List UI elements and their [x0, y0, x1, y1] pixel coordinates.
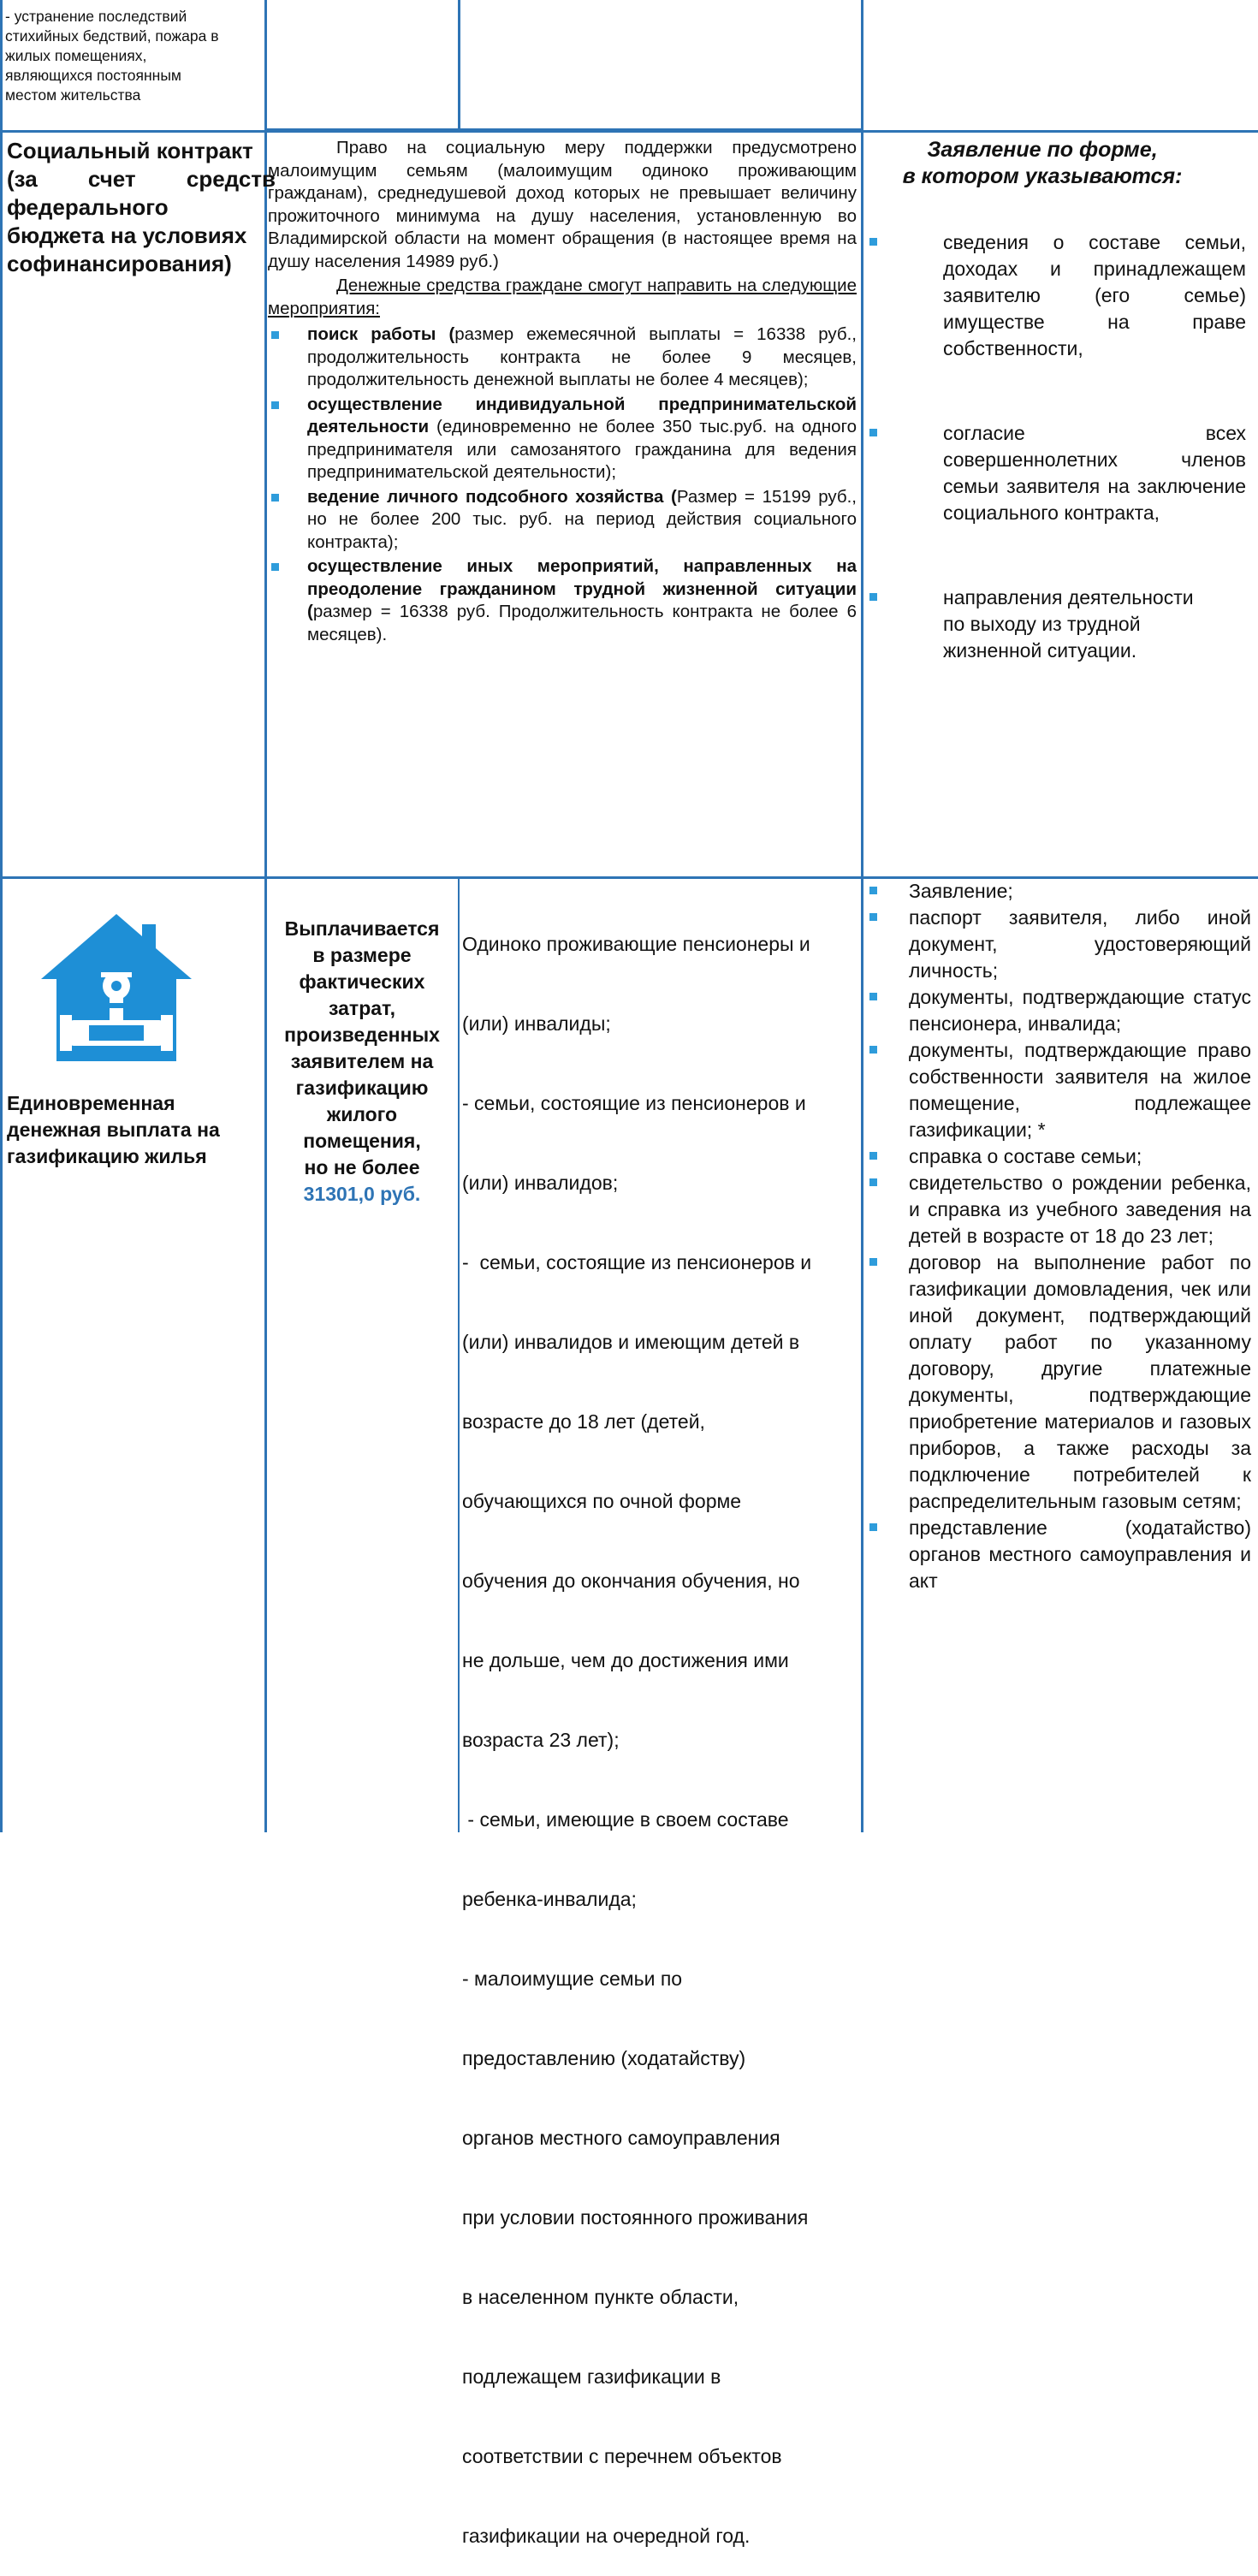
recipient-line: предоставлению (ходатайству): [462, 2047, 746, 2069]
recipient-line: соответствии с перечнем объектов: [462, 2445, 782, 2467]
recipient-line: органов местного самоуправления: [462, 2127, 780, 2149]
list-item: сведения о составе семьи, доходах и принадлежащем заявителю (его семье) имуществе на праве собственности,: [866, 229, 1246, 362]
row3-left: [7, 907, 264, 1215]
title-line: Социальный контракт: [7, 138, 253, 163]
title-line: [7, 165, 276, 193]
row1-line: - устранение последствий: [5, 8, 187, 25]
measure-bold: осуществление иных мероприятий, направленных на преодоление гражданином трудной жизненной ситуации (: [307, 556, 857, 621]
row1-line: стихийных бедствий, пожара в: [5, 27, 219, 45]
row3-recipients: [462, 878, 857, 2547]
list-item: паспорт заявителя, либо иной документ, удостоверяющий личность;: [866, 905, 1251, 984]
row1-line: местом жительства: [5, 86, 141, 104]
house-gas-valve-icon: [36, 907, 197, 1068]
list-item: согласие всех совершеннолетних членов семьи заявителя на заключение социального контракта,: [866, 420, 1246, 526]
row1-cell-1: [5, 7, 262, 130]
recipient-line: газификации на очередной год.: [462, 2525, 751, 2547]
row3-amount: [267, 916, 457, 1205]
measure-text: Размер = 15199 руб., но не более 200 тыс. руб. на период действия социального контракта);: [307, 486, 857, 552]
amount-value: 31301,0 руб.: [303, 1183, 421, 1205]
amount-line: Выплачивается: [284, 917, 440, 940]
title-line: бюджета на условиях: [7, 223, 247, 248]
recipient-line: - семьи, состоящие из пенсионеров и: [462, 1251, 812, 1273]
list-item: [268, 323, 857, 392]
measure-bold: ведение личного подсобного хозяйства (: [307, 486, 677, 507]
row2-title: [7, 137, 276, 308]
amount-line: фактических: [299, 970, 425, 993]
list-item: [268, 555, 857, 646]
recipient-line: (или) инвалиды;: [462, 1012, 611, 1035]
amount-line: произведенных: [284, 1024, 440, 1046]
row1-line: являющихся постоянным: [5, 67, 181, 84]
list-item: справка о составе семьи;: [866, 1143, 1251, 1170]
docs-heading: в котором указываются:: [902, 164, 1183, 188]
table-border-mid: [264, 128, 863, 131]
amount-line: но не более: [304, 1156, 420, 1178]
title-line: Единовременная: [7, 1092, 175, 1114]
measure-text: размер ежемесячной выплаты = 16338 руб., продолжительность контракта не более 9 месяцев, продолжительность денежной выплаты не более 4 месяцев);: [307, 324, 857, 389]
recipient-line: не дольше, чем до достижения ими: [462, 1649, 789, 1671]
docs-list: [866, 229, 1253, 664]
title-line: федерального: [7, 194, 169, 220]
amount-line: заявителем на: [290, 1050, 434, 1072]
title-line: (за счет средств: [7, 166, 276, 192]
recipient-line: при условии постоянного проживания: [462, 2206, 809, 2229]
docs-heading: Заявление по форме,: [927, 138, 1158, 162]
amount-line: в размере: [312, 944, 412, 966]
title-line: денежная выплата на: [7, 1119, 220, 1141]
recipient-line: - семьи, состоящие из пенсионеров и: [462, 1092, 806, 1114]
table-border-col2-top: [458, 0, 460, 130]
recipient-line: (или) инвалидов;: [462, 1172, 619, 1194]
amount-line: помещения,: [303, 1130, 421, 1152]
measure-text: размер = 16338 руб. Продолжительность контракта не более 6 месяцев).: [307, 602, 857, 644]
measures-list: [268, 323, 857, 646]
directions-heading: Денежные средства граждане смогут направить на следующие мероприятия:: [268, 276, 857, 318]
list-item: документы, подтверждающие право собственности заявителя на жилое помещение, подлежащее газификации; *: [866, 1037, 1251, 1143]
row3-title: [7, 1090, 264, 1170]
amount-line: газификацию: [295, 1077, 429, 1099]
docs-list: [866, 878, 1251, 1594]
recipient-line: (или) инвалидов и имеющим детей в: [462, 1331, 800, 1353]
table-border-col3: [861, 0, 863, 1832]
table-border-left: [0, 0, 3, 1832]
recipient-line: обучения до окончания обучения, но: [462, 1570, 800, 1592]
list-item: представление (ходатайство) органов местного самоуправления и акт: [866, 1515, 1251, 1594]
list-item: договор на выполнение работ по газификации домовладения, чек или иной документ, подтверждающий оплату работ по указанному договору, другие платежные документы, подтверждающие приобретение материалов и газовых приборов, а также расходы за подключение потребителей к распределительным газовым сетям;: [866, 1249, 1251, 1515]
measure-bold: поиск работы (: [307, 324, 455, 344]
measure-text: (единовременно не более 350 тыс.руб. на одного предпринимателя или самозанятого гражданина для ведения предпринимательской деятельности);: [307, 417, 857, 482]
recipient-line: обучающихся по очной форме: [462, 1490, 742, 1512]
list-item: свидетельство о рождении ребенка, и справка из учебного заведения на детей в возрасте от 18 до 23 лет;: [866, 1170, 1251, 1249]
title-line: софинансирования): [7, 251, 232, 276]
title-line: газификацию жилья: [7, 1145, 207, 1167]
recipient-line: подлежащем газификации в: [462, 2365, 721, 2388]
row3-documents: [866, 878, 1251, 1832]
recipient-line: возраста 23 лет);: [462, 1729, 620, 1751]
recipient-line: возрасте до 18 лет (детей,: [462, 1410, 705, 1433]
recipient-line: - семьи, имеющие в своем составе: [462, 1808, 789, 1831]
amount-line: жилого: [326, 1103, 398, 1125]
row2-description: [268, 137, 857, 873]
table-border-col2-bottom: [458, 878, 460, 1832]
list-item: документы, подтверждающие статус пенсионера, инвалида;: [866, 984, 1251, 1037]
list-item: Заявление;: [866, 878, 1251, 905]
measure-bold: осуществление индивидуальной предпринимательской деятельности: [307, 394, 857, 436]
recipient-line: ребенка-инвалида;: [462, 1888, 637, 1910]
list-item: [268, 486, 857, 555]
amount-line: затрат,: [329, 997, 395, 1019]
row2-documents: [866, 137, 1253, 873]
list-item: направления деятельности по выходу из трудной жизненной ситуации.: [866, 585, 1246, 664]
row1-line: жилых помещениях,: [5, 47, 147, 64]
recipient-line: Одиноко проживающие пенсионеры и: [462, 933, 810, 955]
intro-text: Право на социальную меру поддержки предусмотрено малоимущим семьям (малоимущим одиноко проживающим гражданам), среднедушевой доход которых не превышает величину прожиточного минимума на душу населения, установленную во Владимирской области на момент обращения (в настоящее время на душу населения 14989 руб.): [268, 138, 857, 271]
recipient-line: в населенном пункте области,: [462, 2286, 739, 2308]
list-item: [268, 394, 857, 484]
recipient-line: - малоимущие семьи по: [462, 1968, 683, 1990]
